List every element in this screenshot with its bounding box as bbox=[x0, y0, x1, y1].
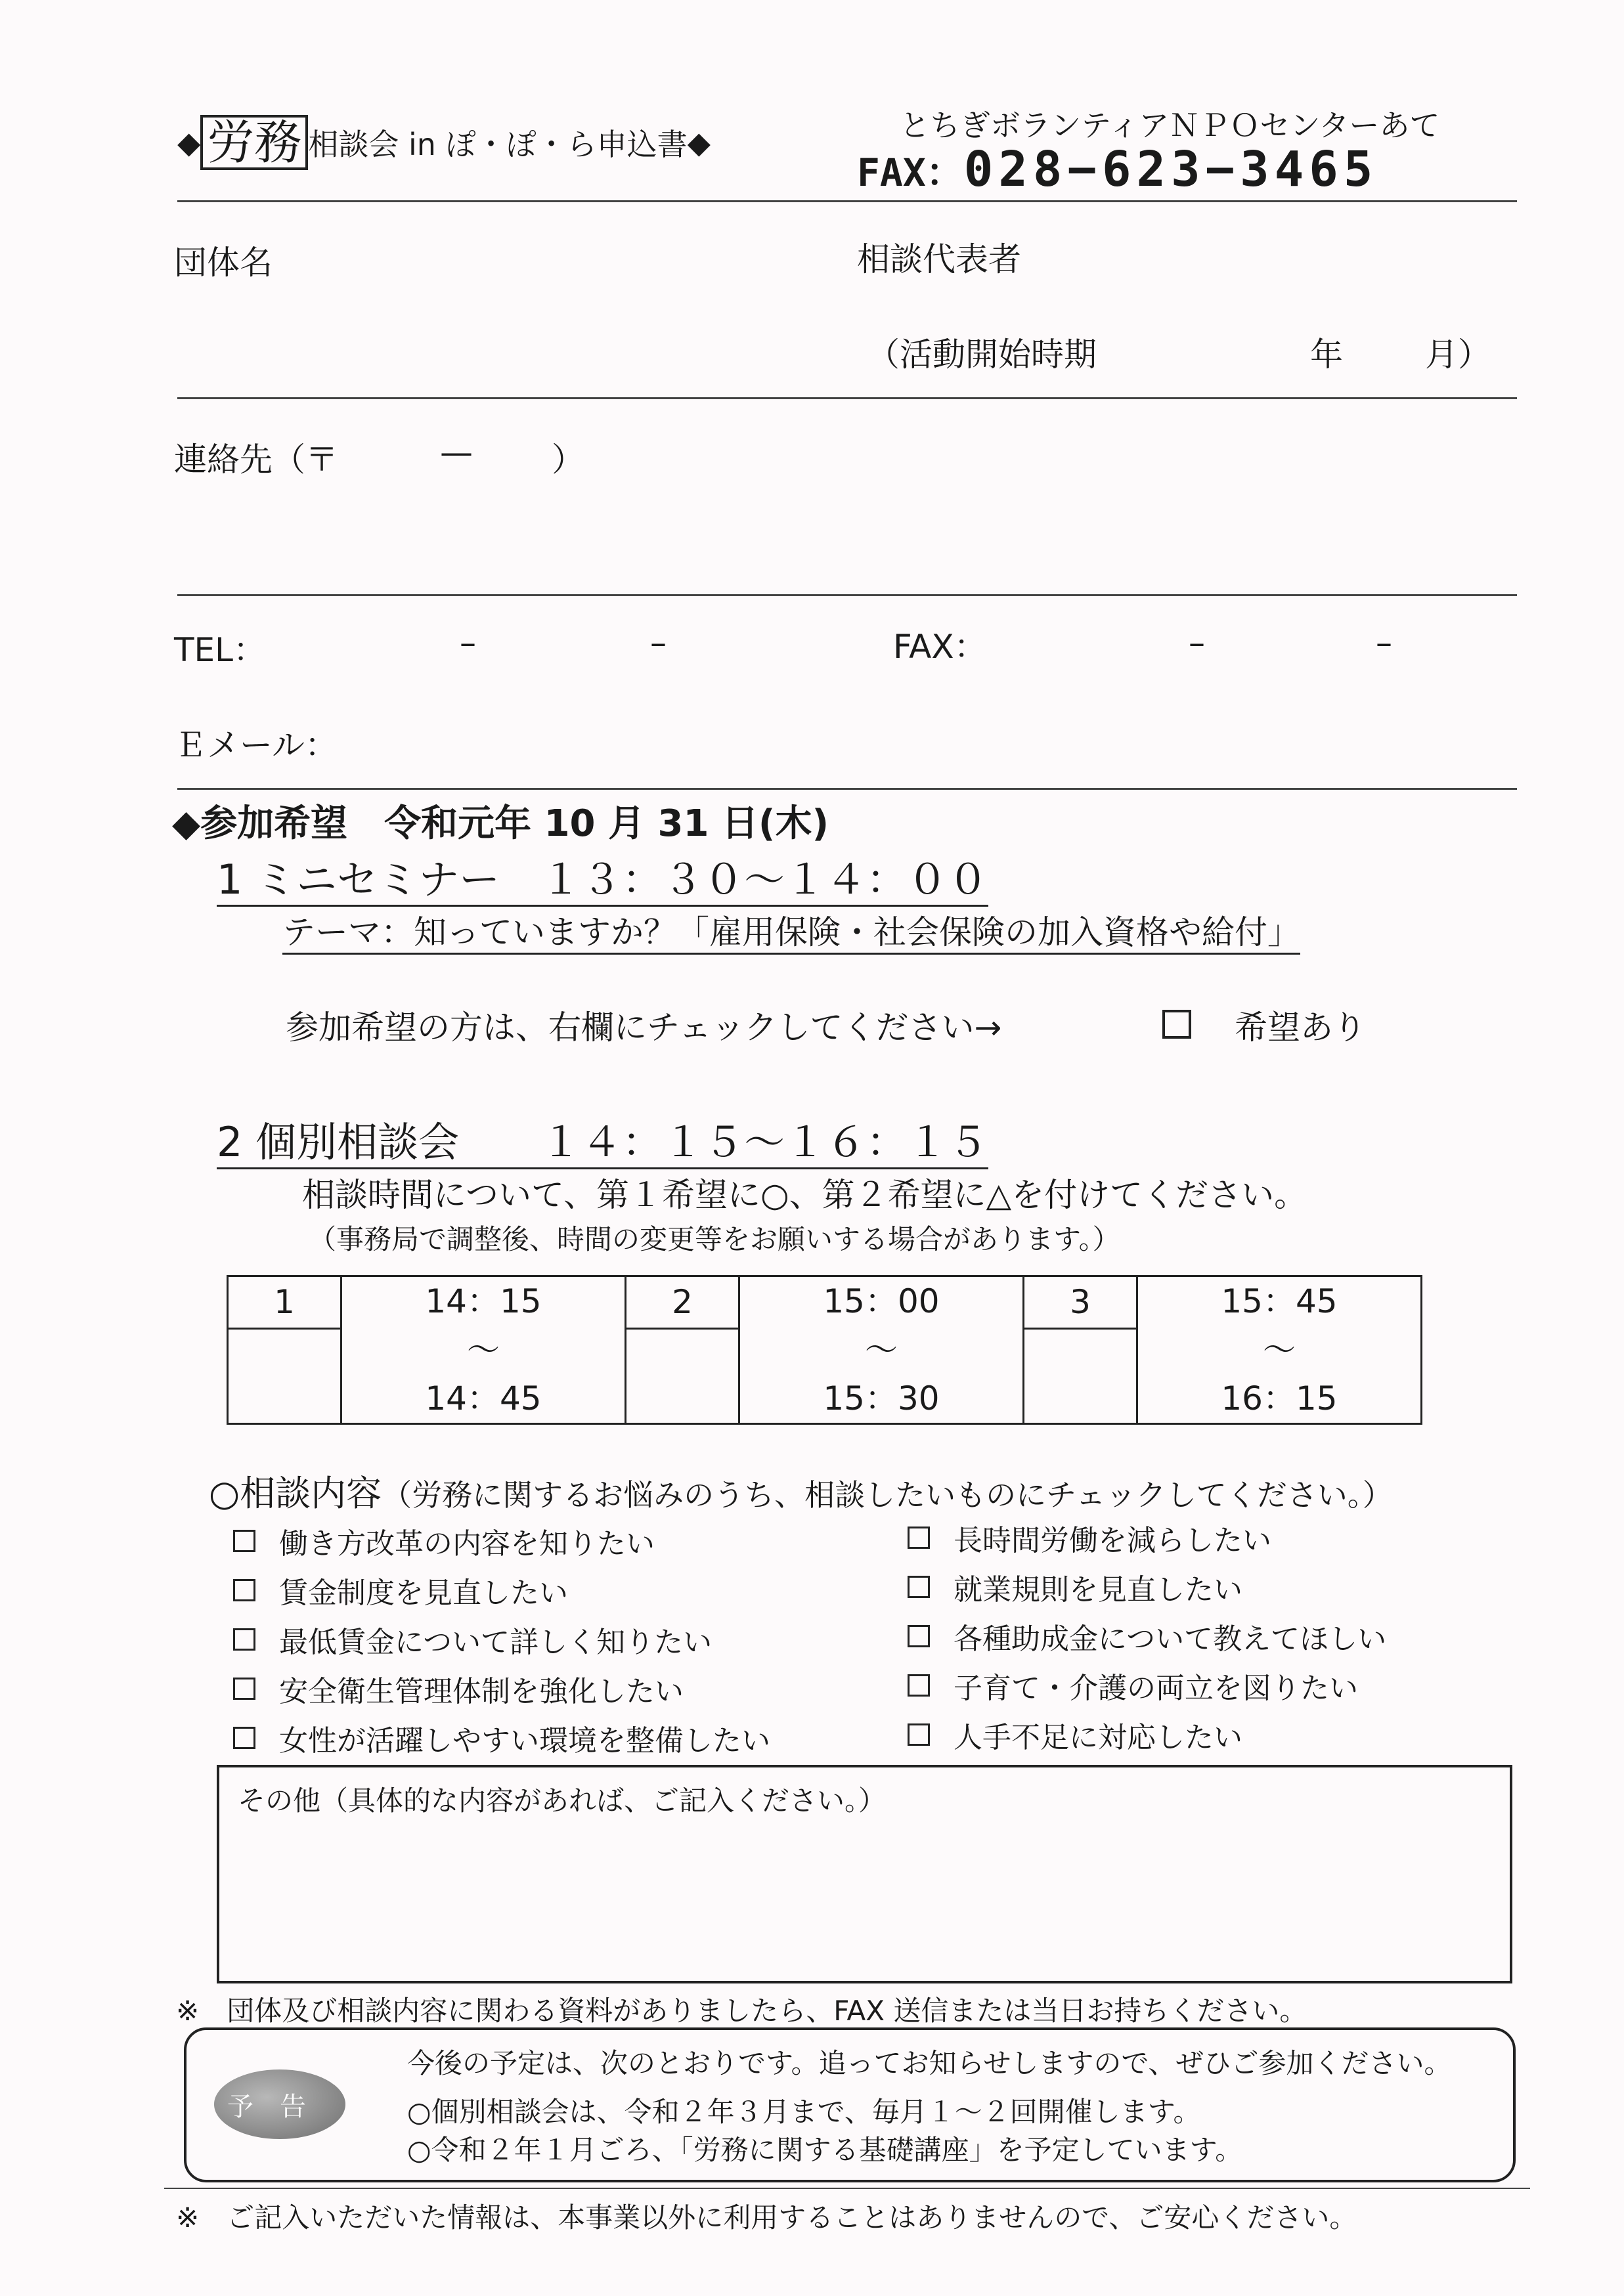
seminar-theme-text: テーマ：知っていますか？「雇用保険・社会保険の加入資格や給付」 bbox=[282, 913, 1300, 955]
row-divider bbox=[177, 594, 1517, 596]
schedule-intro: 今後の予定は、次のとおりです。追ってお知らせしますので、ぜひご参加ください。 bbox=[407, 2047, 1452, 2079]
schedule-notice bbox=[184, 2027, 1516, 2182]
slot-1-time bbox=[341, 1276, 626, 1424]
checkbox[interactable] bbox=[233, 1628, 255, 1651]
activity-month-label: 月） bbox=[1425, 336, 1491, 374]
email-label: Ｅメール： bbox=[174, 726, 338, 764]
fax-destination bbox=[857, 141, 1378, 198]
representative-label: 相談代表者 bbox=[857, 240, 1021, 278]
tel-label: TEL： bbox=[174, 631, 266, 669]
topic-right-3[interactable] bbox=[908, 1615, 1386, 1657]
representative-field[interactable] bbox=[1064, 227, 1510, 286]
row-divider bbox=[177, 397, 1517, 399]
row-divider bbox=[177, 788, 1517, 790]
contact-label: 連絡先（〒 bbox=[174, 441, 338, 479]
fax-field[interactable] bbox=[1018, 617, 1517, 670]
schedule-item-2: ○令和２年１月ごろ、「労務に関する基礎講座」を予定しています。 bbox=[407, 2134, 1243, 2166]
fax-dash-2: – bbox=[1376, 624, 1392, 662]
checkbox[interactable] bbox=[233, 1579, 255, 1601]
slot-2-start: 15：00 bbox=[823, 1282, 940, 1320]
time-slot-table bbox=[227, 1275, 1422, 1425]
seminar-title-text: 1 ミニセミナー １３：３０〜１４：００ bbox=[217, 856, 988, 907]
checkbox[interactable] bbox=[233, 1530, 255, 1552]
title-text: 相談会 in ぽ・ぽ・ら申込書 bbox=[308, 127, 688, 162]
topic-label: 最低賃金について詳しく知りたい bbox=[279, 1626, 713, 1659]
slot-2-number: 2 bbox=[626, 1276, 739, 1329]
topic-right-2[interactable] bbox=[908, 1566, 1242, 1608]
checkbox[interactable] bbox=[233, 1678, 255, 1700]
slot-3-mark-cell[interactable] bbox=[1024, 1328, 1137, 1423]
slot-2-tilde: 〜 bbox=[865, 1331, 898, 1369]
org-name-field[interactable] bbox=[341, 230, 801, 289]
consult-title-text: 2 個別相談会 １４：１５〜１６：１５ bbox=[217, 1118, 988, 1169]
topic-label: 働き方改革の内容を知りたい bbox=[279, 1527, 655, 1561]
checkbox[interactable] bbox=[908, 1723, 930, 1746]
slot-3-number: 3 bbox=[1024, 1276, 1137, 1329]
topic-left-3[interactable] bbox=[233, 1618, 712, 1660]
org-name-label: 団体名 bbox=[174, 244, 273, 282]
slot-2-time bbox=[739, 1276, 1024, 1424]
topic-label: 子育て・介護の両立を図りたい bbox=[954, 1672, 1358, 1705]
topics-heading-note: （労務に関するお悩みのうち、相談したいものにチェックしてください。） bbox=[382, 1477, 1393, 1513]
privacy-note: ※ ご記入いただいた情報は、本事業以外に利用することはありませんので、ご安心ください。 bbox=[176, 2201, 1357, 2234]
checkbox[interactable] bbox=[908, 1576, 930, 1598]
topics-heading: ○相談内容 bbox=[209, 1473, 382, 1514]
participation-heading: ◆参加希望 令和元年 10 月 31 日(木) bbox=[172, 802, 829, 845]
topics-heading-line bbox=[209, 1465, 1393, 1516]
addressee: とちぎボランティアＮＰＯセンターあて bbox=[900, 108, 1440, 143]
materials-note: ※ 団体及び相談内容に関わる資料がありましたら、FAX 送信または当日お持ちください。 bbox=[176, 1995, 1307, 2027]
slot-2-end: 15：30 bbox=[823, 1379, 940, 1418]
topic-right-5[interactable] bbox=[908, 1714, 1242, 1756]
slot-2-mark-cell[interactable] bbox=[626, 1328, 739, 1423]
topic-left-1[interactable] bbox=[233, 1520, 655, 1562]
header-divider bbox=[177, 200, 1517, 202]
postal-dash: — bbox=[440, 433, 473, 471]
seminar-theme bbox=[282, 906, 1300, 953]
email-field[interactable] bbox=[368, 712, 1510, 765]
tel-dash-2: – bbox=[650, 624, 667, 662]
topic-left-5[interactable] bbox=[233, 1717, 770, 1759]
topic-label: 女性が活躍しやすい環境を整備したい bbox=[279, 1724, 770, 1758]
topic-label: 人手不足に対応したい bbox=[954, 1721, 1242, 1754]
slot-1-number: 1 bbox=[228, 1276, 341, 1329]
tel-field[interactable] bbox=[296, 617, 821, 670]
topic-label: 安全衛生管理体制を強化したい bbox=[279, 1675, 684, 1708]
footer-divider bbox=[164, 2188, 1530, 2189]
slot-3-end: 16：15 bbox=[1221, 1379, 1338, 1418]
topic-label: 各種助成金について教えてほしい bbox=[954, 1622, 1387, 1656]
slot-3-tilde: 〜 bbox=[1263, 1331, 1296, 1369]
topic-left-4[interactable] bbox=[233, 1668, 684, 1710]
activity-start-label: （活動開始時期 bbox=[867, 336, 1097, 374]
form-title bbox=[177, 115, 711, 170]
tel-dash-1: – bbox=[460, 624, 476, 662]
other-label: その他（具体的な内容があれば、ご記入ください。） bbox=[238, 1785, 887, 1817]
checkbox[interactable] bbox=[908, 1674, 930, 1697]
checkbox[interactable] bbox=[908, 1625, 930, 1647]
topic-label: 就業規則を見直したい bbox=[954, 1573, 1242, 1607]
consult-instruction: 相談時間について、第１希望に○、第２希望に△を付けてください。 bbox=[302, 1176, 1307, 1214]
title-boxed-word: 労務 bbox=[200, 115, 308, 170]
checkbox[interactable] bbox=[233, 1727, 255, 1749]
address-field[interactable] bbox=[177, 499, 1510, 578]
topic-label: 賃金制度を見直したい bbox=[279, 1576, 568, 1610]
topic-right-1[interactable] bbox=[908, 1517, 1271, 1559]
seminar-instruction: 参加希望の方は、右欄にチェックしてください→ bbox=[286, 1008, 1002, 1047]
activity-year-label: 年 bbox=[1310, 336, 1343, 374]
schedule-item-1: ○個別相談会は、令和２年３月まで、毎月１〜２回開催します。 bbox=[407, 2096, 1201, 2128]
topic-label: 長時間労働を減らしたい bbox=[954, 1524, 1271, 1557]
slot-1-mark-cell[interactable] bbox=[228, 1328, 341, 1423]
topic-right-4[interactable] bbox=[908, 1664, 1358, 1706]
contact-close: ） bbox=[552, 441, 584, 479]
diamond-icon: ◆ bbox=[687, 125, 711, 160]
fax-destination-number: 028−623−3465 bbox=[963, 141, 1378, 198]
fax-dash-1: – bbox=[1189, 624, 1205, 662]
slot-1-start: 14：15 bbox=[425, 1282, 542, 1320]
slot-3-time bbox=[1137, 1276, 1422, 1424]
fax-destination-label: FAX： bbox=[857, 150, 964, 195]
notice-badge: 予告 bbox=[214, 2069, 345, 2139]
diamond-icon: ◆ bbox=[177, 125, 201, 160]
consult-note: （事務局で調整後、時間の変更等をお願いする場合があります。） bbox=[309, 1223, 1120, 1255]
checkbox[interactable] bbox=[908, 1527, 930, 1549]
seminar-checkbox[interactable] bbox=[1162, 1010, 1191, 1039]
slot-1-tilde: 〜 bbox=[467, 1331, 500, 1369]
slot-3-start: 15：45 bbox=[1221, 1282, 1338, 1320]
slot-1-end: 14：45 bbox=[425, 1379, 542, 1418]
seminar-checkbox-label: 希望あり bbox=[1235, 1008, 1366, 1047]
other-details-field[interactable] bbox=[217, 1765, 1512, 1983]
seminar-title bbox=[217, 847, 988, 905]
fax-label: FAX： bbox=[893, 628, 987, 666]
topic-left-2[interactable] bbox=[233, 1569, 568, 1611]
consult-title bbox=[217, 1110, 988, 1168]
